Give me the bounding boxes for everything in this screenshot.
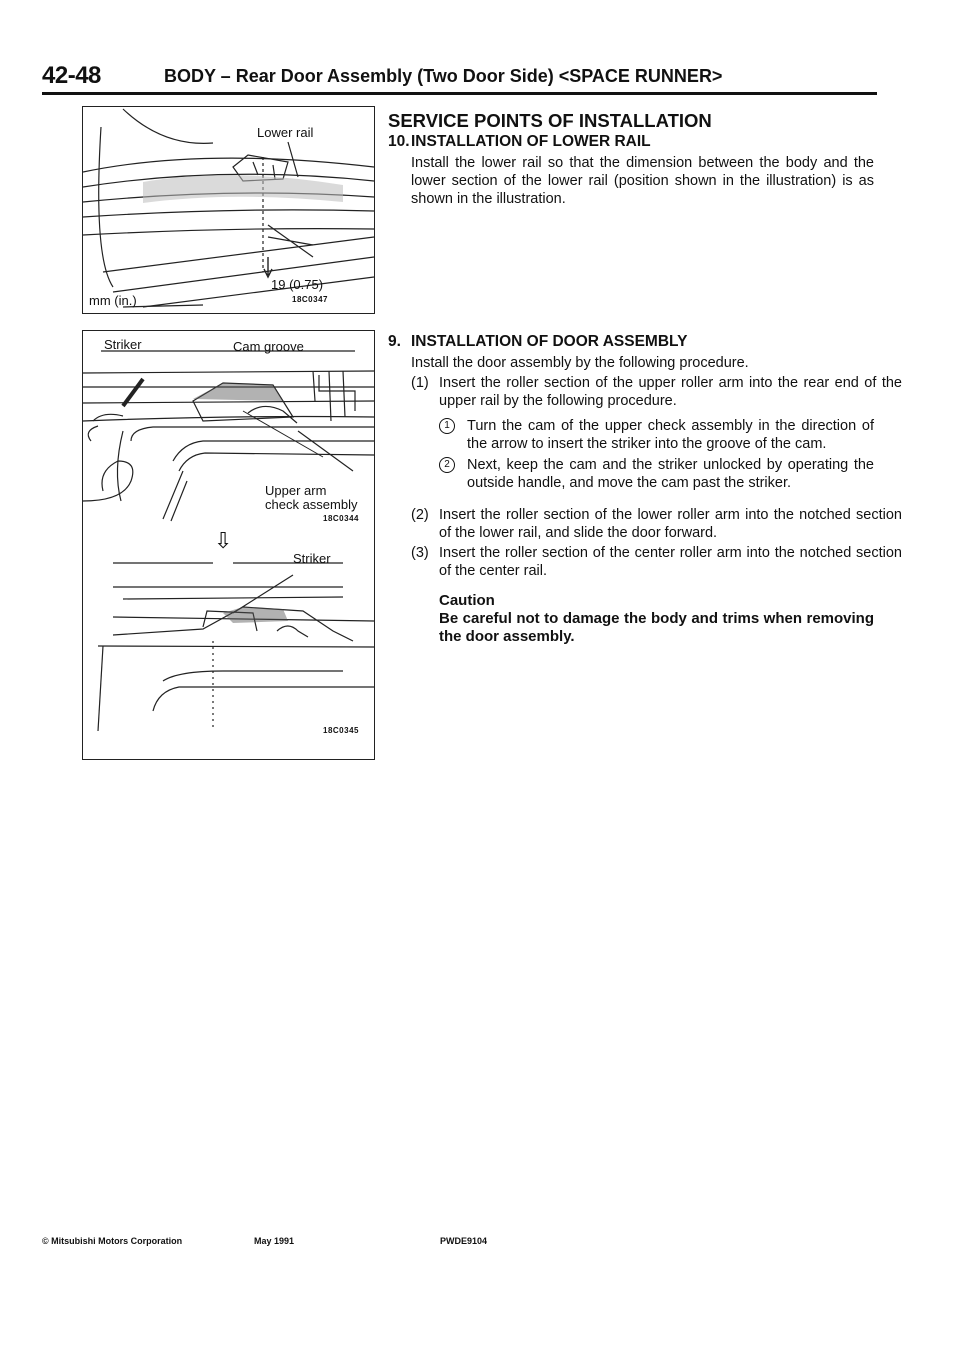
sub3-mark: (3) [411, 545, 429, 561]
page-title: BODY – Rear Door Assembly (Two Door Side) <SPACE RUNNER> [164, 66, 723, 86]
footer-code: PWDE9104 [440, 1236, 488, 1246]
footer-copyright: © Mitsubishi Motors Corporation [42, 1236, 183, 1246]
sub1-text: Insert the roller section of the upper roller arm into the rear end of the upper rail by the following procedure. [439, 375, 902, 409]
label-upper-arm: Upper arm [265, 483, 327, 498]
figure-door-assembly [82, 330, 375, 760]
label-unit: mm (in.) [89, 293, 137, 308]
figure-code-bottom: 18C0345 [323, 726, 359, 735]
step9-heading [388, 333, 888, 351]
step9-block [388, 333, 902, 646]
step9-sub1 [411, 374, 902, 410]
sub3-text: Insert the roller section of the center roller arm into the notched section of the center rail. [439, 545, 902, 579]
figure-lower-rail [82, 106, 375, 314]
step9-number: 9. [388, 333, 401, 350]
label-dimension: 19 (0.75) [271, 277, 324, 292]
label-check-assembly: check assembly [265, 497, 358, 512]
figure-code-top: 18C0344 [323, 514, 359, 523]
sub2-text: Insert the roller section of the lower roller arm into the notched section of the lower rail, and slide the door forward. [439, 507, 902, 541]
footer-date: May 1991 [254, 1236, 295, 1246]
step9-title: INSTALLATION OF DOOR ASSEMBLY [411, 333, 688, 350]
sub1-mark: (1) [411, 375, 429, 391]
step10-number: 10. [388, 133, 410, 150]
label-lower-rail: Lower rail [257, 125, 314, 140]
sub2-mark: (2) [411, 507, 429, 523]
step10-title: INSTALLATION OF LOWER RAIL [411, 133, 651, 150]
circle-number-1-icon: 1 [439, 418, 455, 434]
label-striker-bottom: Striker [293, 551, 331, 566]
step10-body: Install the lower rail so that the dimension between the body and the lower section of the lower rail (position shown in the illustration) is as shown in the illustration. [411, 155, 874, 207]
step9-sub2 [411, 506, 902, 542]
step10-heading [388, 133, 888, 151]
label-cam-groove: Cam groove [233, 339, 304, 354]
circle-step-2 [439, 456, 874, 492]
caution-text: Be careful not to damage the body and trims when removing the door assembly. [439, 610, 874, 645]
circle-step-2-text: Next, keep the cam and the striker unlocked by operating the outside handle, and move the cam past the striker. [467, 457, 874, 491]
section-title: SERVICE POINTS OF INSTALLATION [388, 110, 712, 131]
service-points-section [388, 112, 888, 208]
step9-intro: Install the door assembly by the following procedure. [411, 355, 749, 371]
label-striker-top: Striker [104, 337, 142, 352]
figure-code: 18C0347 [292, 295, 328, 304]
step9-sub3 [411, 544, 902, 580]
caution-block [439, 592, 874, 646]
page-header [42, 62, 877, 95]
circle-number-2-icon: 2 [439, 457, 455, 473]
lower-rail-illustration [83, 107, 374, 313]
down-arrow-icon: ⇩ [214, 528, 233, 553]
step9-circle-steps [439, 417, 874, 492]
caution-heading: Caution [439, 592, 495, 609]
circle-step-1 [439, 417, 874, 453]
page-number: 42-48 [42, 62, 101, 89]
circle-step-1-text: Turn the cam of the upper check assembly in the direction of the arrow to insert the striker into the groove of the cam. [467, 418, 874, 452]
